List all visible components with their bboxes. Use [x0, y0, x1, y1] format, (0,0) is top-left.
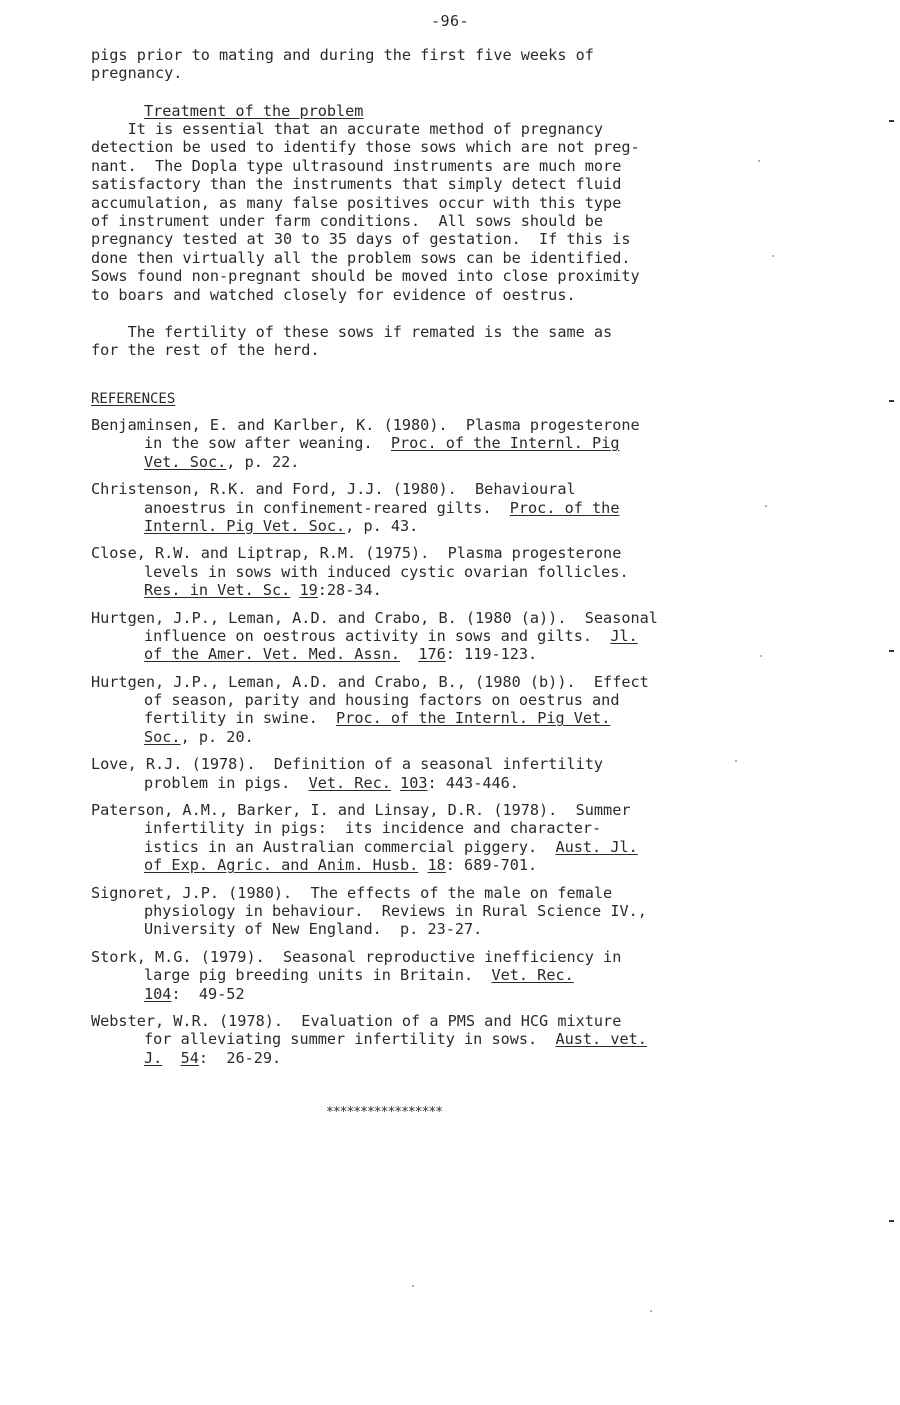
reference-citation-underlined: Proc. of the Internl. Pig Vet. [336, 709, 611, 728]
reference-line [91, 673, 771, 691]
reference-text: Close, R.W. and Liptrap, R.M. (1975). Plasma progesterone [91, 544, 622, 563]
reference-line [91, 856, 771, 874]
reference-line [91, 801, 771, 819]
paragraph-line: of instrument under farm conditions. All sows should be [91, 211, 604, 230]
reference-text: Signoret, J.P. (1980). The effects of the male on female [91, 883, 613, 902]
reference-text: Christenson, R.K. and Ford, J.J. (1980). Behavioural [91, 480, 576, 499]
reference-text: of season, parity and housing factors on oestrus and [144, 691, 620, 710]
reference-entry [91, 480, 771, 535]
reference-text: , p. 43. [345, 516, 419, 535]
scan-speck [735, 760, 737, 762]
paragraph-line: The fertility of these sows if remated is the same as [91, 323, 613, 341]
reference-citation-underlined: of the Amer. Vet. Med. Assn. [144, 645, 401, 664]
margin-mark [889, 1220, 894, 1222]
reference-line [91, 609, 771, 627]
reference-text: , p. 22. [226, 452, 300, 471]
reference-line [91, 499, 771, 517]
paragraph-line: for the rest of the herd. [91, 341, 320, 360]
reference-line [91, 838, 771, 856]
paragraph-line: It is essential that an accurate method of pregnancy [91, 120, 604, 138]
reference-line [91, 948, 771, 966]
paragraph-line: Sows found non-pregnant should be moved into close proximity [91, 267, 640, 286]
references-heading-text: REFERENCES [91, 391, 176, 407]
reference-citation-underlined: Vet. Rec. [308, 773, 391, 792]
reference-entry [91, 1012, 771, 1067]
reference-entry [91, 544, 771, 599]
reference-line [91, 453, 771, 471]
paragraph-line: pregnancy tested at 30 to 35 days of gestation. If this is [91, 230, 631, 249]
treatment-paragraph [91, 120, 771, 304]
reference-citation-underlined: 176 [418, 645, 446, 664]
scan-speck [650, 1310, 652, 1312]
reference-line [91, 563, 771, 581]
reference-line [91, 819, 771, 837]
reference-entry [91, 755, 771, 792]
scan-speck [758, 160, 760, 162]
reference-text: problem in pigs. [144, 773, 309, 792]
reference-text [391, 774, 400, 792]
reference-text: levels in sows with induced cystic ovarian follicles. [144, 562, 629, 581]
reference-citation-underlined: Internl. Pig Vet. Soc. [144, 516, 346, 535]
reference-text: Hurtgen, J.P., Leman, A.D. and Crabo, B., (1980 (b)). Effect [91, 672, 649, 691]
reference-text: Stork, M.G. (1979). Seasonal reproductive inefficiency in [91, 947, 622, 966]
reference-text: :28-34. [317, 581, 382, 600]
reference-citation-underlined: 18 [427, 856, 446, 875]
paragraph-line: nant. The Dopla type ultrasound instruments are much more [91, 156, 622, 175]
reference-line [91, 985, 771, 1003]
reference-entry [91, 416, 771, 471]
reference-text: Love, R.J. (1978). Definition of a seasonal infertility [91, 755, 604, 774]
reference-entry [91, 801, 771, 875]
reference-citation-underlined: Vet. Soc. [144, 452, 227, 471]
fertility-paragraph [91, 323, 771, 360]
reference-line [91, 581, 771, 599]
scan-speck [765, 505, 767, 507]
end-marker: ***************** [326, 1105, 443, 1120]
scan-speck [412, 1285, 414, 1287]
reference-text: Webster, W.R. (1978). Evaluation of a PMS and HCG mixture [91, 1011, 622, 1030]
margin-mark [889, 650, 894, 652]
reference-line [91, 755, 771, 773]
reference-citation-underlined: Soc. [144, 727, 181, 746]
reference-text [162, 1049, 180, 1067]
reference-citation-underlined: Proc. of the [509, 498, 620, 517]
intro-paragraph [91, 46, 771, 83]
paragraph-line: accumulation, as many false positives occur with this type [91, 193, 622, 212]
reference-line [91, 902, 771, 920]
reference-entry [91, 609, 771, 664]
reference-text: influence on oestrous activity in sows and gilts. [144, 626, 611, 645]
reference-citation-underlined: 54 [180, 1048, 199, 1067]
reference-citation-underlined: Jl. [610, 626, 638, 645]
reference-text: physiology in behaviour. Reviews in Rural Science IV., [144, 901, 647, 920]
reference-line [91, 920, 771, 938]
margin-mark [889, 120, 894, 122]
scan-speck [772, 255, 774, 257]
section-heading [144, 102, 363, 120]
reference-entry [91, 673, 771, 747]
reference-text: Paterson, A.M., Barker, I. and Linsay, D.R. (1978). Summer [91, 801, 631, 820]
reference-text: istics in an Australian commercial piggery. [144, 837, 556, 856]
reference-text: : 26-29. [198, 1048, 282, 1067]
reference-line [91, 1049, 771, 1067]
references-heading [91, 390, 175, 408]
reference-citation-underlined: Aust. Jl. [555, 837, 638, 856]
reference-line [91, 645, 771, 663]
reference-citation-underlined: Aust. vet. [555, 1030, 647, 1049]
reference-text [400, 645, 418, 663]
paragraph-line: done then virtually all the problem sows can be identified. [91, 248, 631, 267]
reference-citation-underlined: Proc. of the Internl. Pig [390, 434, 620, 453]
reference-line [91, 627, 771, 645]
references-list [91, 416, 771, 1076]
reference-citation-underlined: J. [144, 1048, 163, 1067]
margin-mark [889, 400, 894, 402]
reference-text: Hurtgen, J.P., Leman, A.D. and Crabo, B. (1980 (a)). Seasonal [91, 608, 658, 627]
section-heading-text: Treatment of the problem [144, 102, 364, 120]
reference-text: : 689-701. [445, 856, 538, 875]
reference-text: : 119-123. [445, 645, 538, 664]
intro-line: pregnancy. [91, 64, 183, 83]
paragraph-line: to boars and watched closely for evidence of oestrus. [91, 285, 576, 304]
reference-text: fertility in swine. [144, 709, 337, 728]
reference-entry [91, 884, 771, 939]
reference-citation-underlined: of Exp. Agric. and Anim. Husb. [144, 856, 419, 875]
page-number: -96- [430, 12, 470, 30]
intro-line: pigs prior to mating and during the first five weeks of [91, 46, 594, 64]
reference-line [91, 480, 771, 498]
reference-text: anoestrus in confinement-reared gilts. [144, 498, 510, 517]
reference-citation-underlined: 104 [144, 984, 172, 1003]
reference-line [91, 434, 771, 452]
reference-line [91, 691, 771, 709]
reference-citation-underlined: 19 [299, 581, 318, 600]
reference-line [91, 544, 771, 562]
scan-speck [760, 655, 762, 657]
reference-text: : 49-52 [171, 984, 245, 1003]
reference-text: : 443-446. [427, 773, 519, 792]
reference-entry [91, 948, 771, 1003]
reference-text: Benjaminsen, E. and Karlber, K. (1980). Plasma progesterone [91, 416, 640, 434]
reference-text: in the sow after weaning. [144, 434, 391, 453]
reference-text: infertility in pigs: its incidence and character- [144, 819, 602, 838]
reference-line [91, 709, 771, 727]
reference-line [91, 517, 771, 535]
reference-line [91, 884, 771, 902]
reference-text: University of New England. p. 23-27. [144, 920, 483, 939]
reference-line [91, 966, 771, 984]
paragraph-line: satisfactory than the instruments that simply detect fluid [91, 175, 622, 194]
reference-line [91, 416, 771, 434]
reference-citation-underlined: Vet. Rec. [491, 966, 574, 985]
reference-text: , p. 20. [180, 727, 254, 746]
reference-line [91, 728, 771, 746]
reference-text: large pig breeding units in Britain. [144, 966, 492, 985]
reference-text: for alleviating summer infertility in sows. [144, 1030, 556, 1049]
reference-line [91, 774, 771, 792]
paragraph-line: detection be used to identify those sows which are not preg- [91, 138, 640, 157]
reference-line [91, 1030, 771, 1048]
reference-line [91, 1012, 771, 1030]
reference-citation-underlined: Res. in Vet. Sc. [144, 581, 291, 600]
reference-citation-underlined: 103 [400, 773, 428, 792]
